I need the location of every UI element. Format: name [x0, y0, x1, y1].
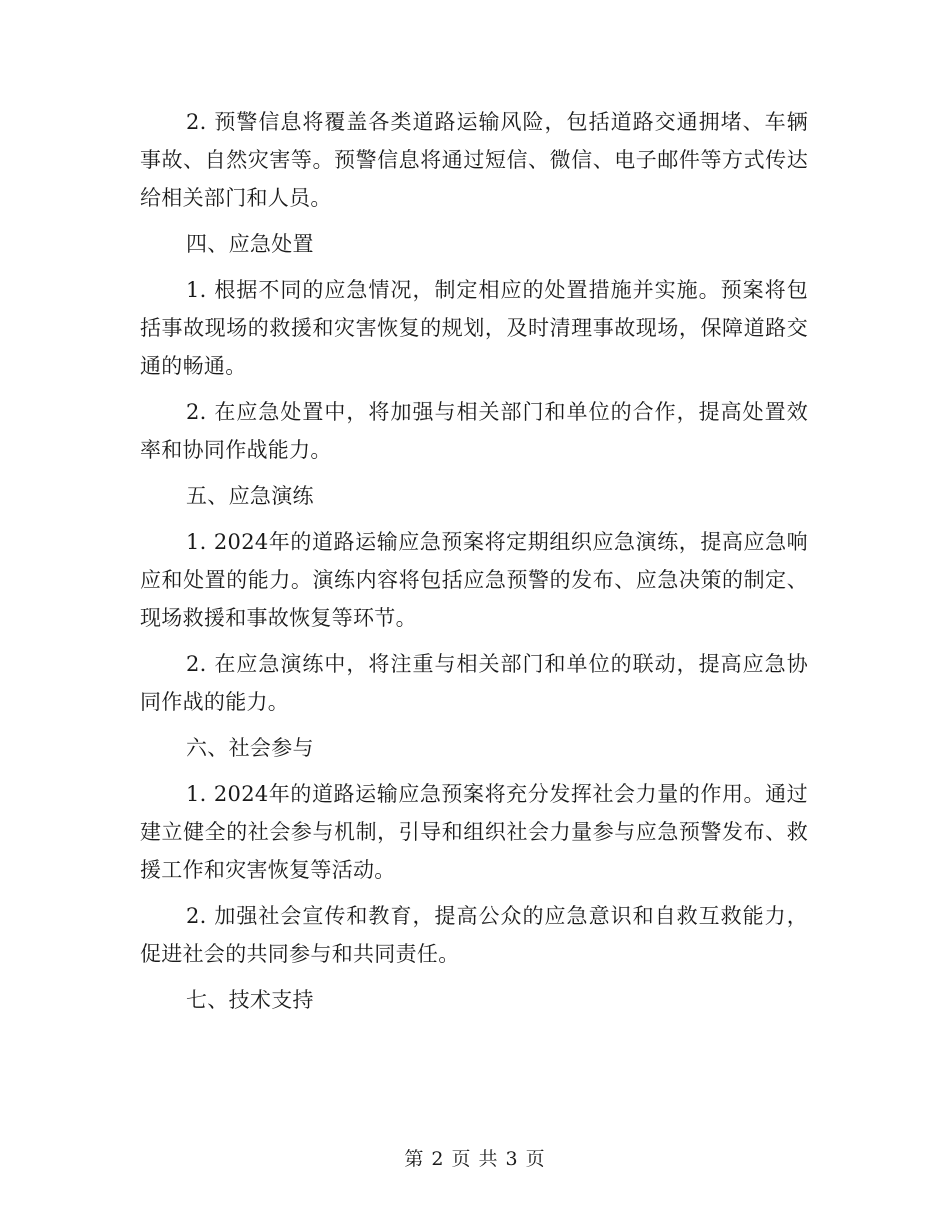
page-number-footer: 第 2 页 共 3 页: [404, 1148, 546, 1170]
section-heading-emergency-drill: 五、应急演练: [186, 484, 314, 508]
paragraph-response-measures: 1. 根据不同的应急情况，制定相应的处置措施并实施。预案将包括事故现场的救援和灾害恢复的规划，及时清理事故现场，保障道路交通的畅通。: [140, 278, 808, 378]
section-heading-technical-support: 七、技术支持: [186, 988, 314, 1012]
section-heading-emergency-response: 四、应急处置: [186, 232, 314, 256]
paragraph-social-mechanism: 1. 2024年的道路运输应急预案将充分发挥社会力量的作用。通过建立健全的社会参与机制，引导和组织社会力量参与应急预警发布、救援工作和灾害恢复等活动。: [140, 782, 808, 882]
paragraph-response-cooperation: 2. 在应急处置中，将加强与相关部门和单位的合作，提高处置效率和协同作战能力。: [140, 400, 808, 462]
paragraph-social-education: 2. 加强社会宣传和教育，提高公众的应急意识和自救互救能力，促进社会的共同参与和共同责任。: [140, 904, 808, 966]
document-body: [140, 103, 808, 1027]
paragraph-drill-coordination: 2. 在应急演练中，将注重与相关部门和单位的联动，提高应急协同作战的能力。: [140, 652, 808, 714]
paragraph-warning-coverage: 2. 预警信息将覆盖各类道路运输风险，包括道路交通拥堵、车辆事故、自然灾害等。预警信息将通过短信、微信、电子邮件等方式传达给相关部门和人员。: [140, 110, 808, 210]
paragraph-drill-schedule: 1. 2024年的道路运输应急预案将定期组织应急演练，提高应急响应和处置的能力。演练内容将包括应急预警的发布、应急决策的制定、现场救援和事故恢复等环节。: [140, 530, 808, 630]
section-heading-social-participation: 六、社会参与: [186, 736, 314, 760]
